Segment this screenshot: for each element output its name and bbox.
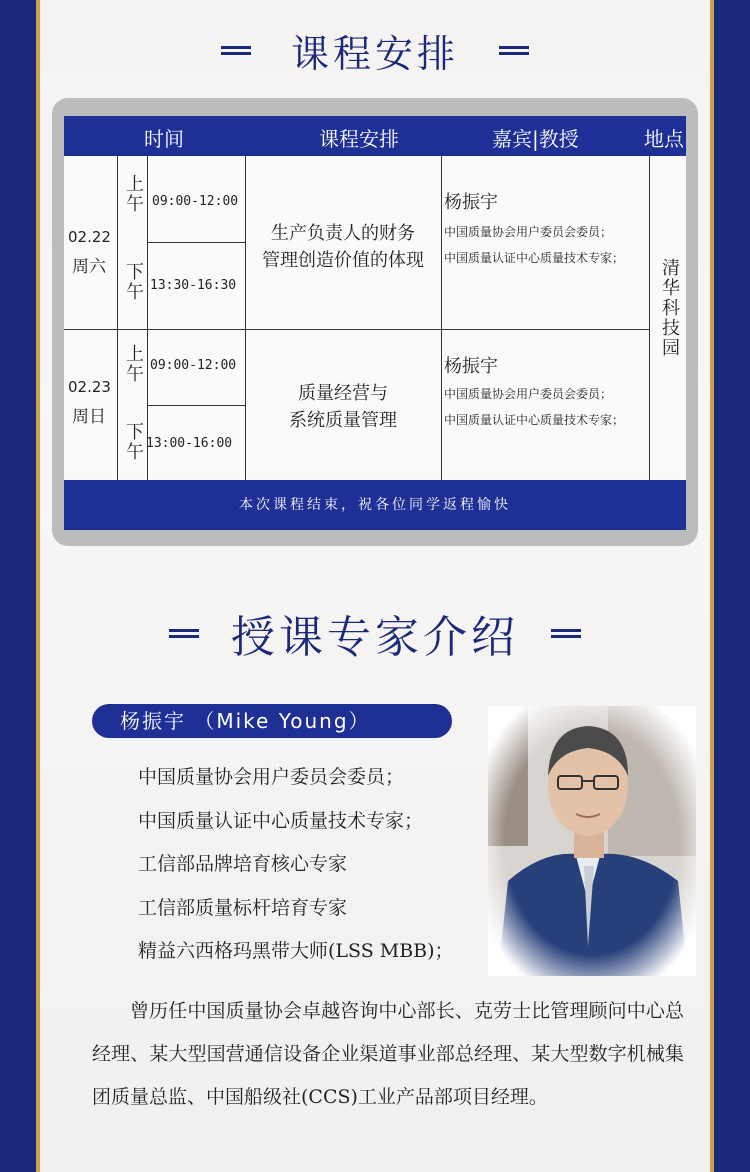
day1-am-label: 上午 — [123, 174, 144, 214]
day2-guest-title1: 中国质量协会用户委员会委员； — [444, 387, 613, 401]
location-text: 清华科技园 — [659, 258, 680, 358]
day1-guest-name: 杨振宇 — [444, 192, 498, 213]
expert-credentials — [138, 756, 454, 974]
day2-am-label: 上午 — [123, 344, 144, 384]
day1-guest-titles — [444, 219, 624, 271]
expert-title-text: 授课专家介绍 — [231, 612, 519, 663]
day1-course — [248, 220, 438, 274]
day1-guest-title1: 中国质量协会用户委员会委员； — [444, 225, 613, 239]
schedule-table-frame — [52, 98, 698, 546]
credential-item: 中国质量协会用户委员会委员； — [138, 766, 405, 788]
title-deco-right — [499, 46, 529, 55]
day2-course-line1: 质量经营与 — [298, 383, 388, 404]
right-gold-stripe — [710, 0, 714, 1172]
grid-line — [117, 156, 118, 480]
day2-pm-label: 下午 — [123, 422, 144, 462]
schedule-section-title — [40, 22, 710, 78]
day1-pm-time: 13:30-16:30 — [150, 278, 237, 293]
grid-line — [649, 156, 650, 480]
header-time: 时间 — [144, 127, 184, 151]
title-deco-right — [551, 629, 581, 638]
day1-course-line1: 生产负责人的财务 — [271, 223, 415, 244]
day2-pm-time: 13:00-16:00 — [146, 436, 233, 451]
day2-guest-titles — [444, 381, 624, 433]
schedule-title-text: 课程安排 — [290, 31, 459, 76]
header-location: 地点 — [644, 127, 684, 151]
title-deco-left — [221, 46, 251, 55]
day1-course-line2: 管理创造价值的体现 — [262, 250, 424, 271]
day2-course — [248, 380, 438, 434]
day2-guest-name: 杨振宇 — [444, 356, 498, 377]
table-header — [64, 116, 686, 156]
expert-photo — [488, 706, 696, 976]
grid-line — [64, 329, 649, 330]
day2-weekday: 周日 — [72, 407, 106, 427]
credential-item: 精益六西格玛黑带大师(LSS MBB)； — [138, 940, 454, 962]
day2-guest-title2: 中国质量认证中心质量技术专家； — [444, 413, 625, 427]
expert-bio: 曾历任中国质量协会卓越咨询中心部长、克劳士比管理顾问中心总经理、某大型国营通信设备企业渠道事业部总经理、某大型数字机械集团质量总监、中国船级社(CCS)工业产品部项目经理。 — [92, 1000, 684, 1108]
schedule-table — [64, 116, 686, 486]
day2-date: 02.23 — [68, 378, 111, 396]
day1-pm-label: 下午 — [123, 262, 144, 302]
day1-weekday: 周六 — [72, 257, 106, 277]
day1-date: 02.22 — [68, 228, 111, 246]
day1-guest-title2: 中国质量认证中心质量技术专家； — [444, 251, 625, 265]
grid-line — [245, 156, 246, 480]
expert-name-badge: 杨振宇 （Mike Young） — [92, 704, 452, 738]
credential-item: 工信部品牌培育核心专家 — [138, 853, 348, 875]
day2-course-line2: 系统质量管理 — [289, 410, 397, 431]
grid-line — [441, 156, 442, 480]
grid-line — [147, 242, 245, 243]
table-footer-message: 本次课程结束，祝各位同学返程愉快 — [64, 480, 686, 530]
day1-am-time: 09:00-12:00 — [152, 194, 239, 209]
header-guest: 嘉宾|教授 — [492, 127, 579, 151]
credential-item: 中国质量认证中心质量技术专家； — [138, 809, 424, 832]
day2-am-time: 09:00-12:00 — [150, 358, 237, 373]
credential-item: 工信部质量标杆培育专家 — [138, 896, 348, 919]
header-course: 课程安排 — [319, 127, 399, 151]
page-panel — [40, 0, 710, 1172]
grid-line — [147, 156, 148, 480]
expert-section-title — [40, 602, 710, 664]
grid-line — [147, 405, 245, 406]
title-deco-left — [169, 629, 199, 638]
